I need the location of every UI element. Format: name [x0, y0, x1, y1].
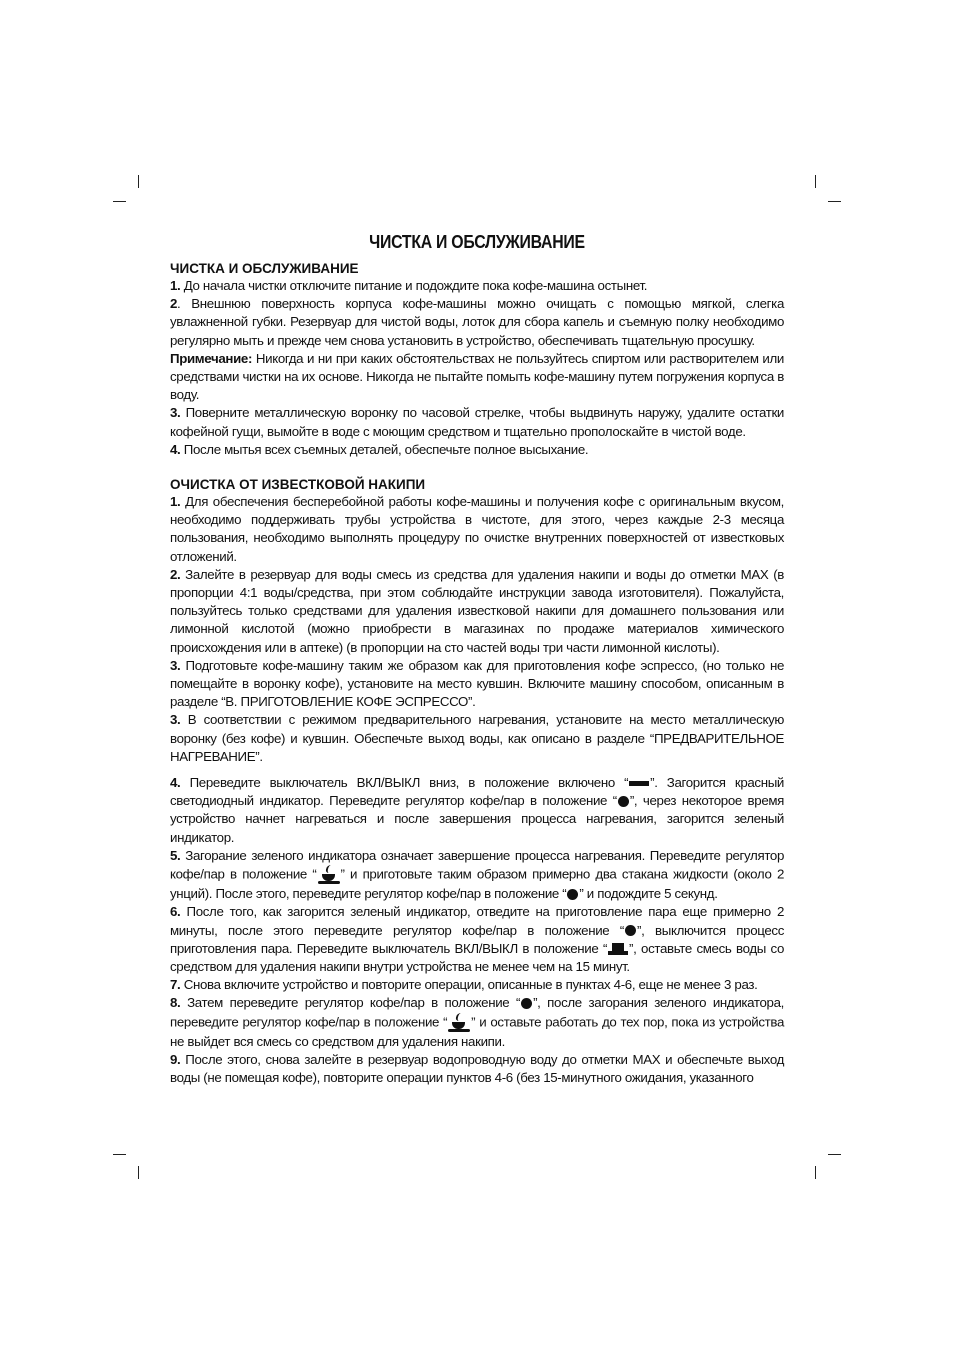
paragraph: 1. Для обеспечения бесперебойной работы кофе-машины и получения кофе с оригинальным вкусом, необходимо поддерживать трубы устройства в чистоте, для этого, через каждые 2-3 месяца пользования, необходимо выполнять процедуру по очистке внутренних поверхностей от известковых отложений. — [170, 494, 784, 564]
paragraph: 3. Поверните металлическую воронку по часовой стрелке, чтобы выдвинуть наружу, удалите остатки кофейной гущи, вымойте в воде с моющим средством и тщательно прополоскайте в чистой воде. — [170, 405, 784, 439]
dot-position-icon — [567, 889, 578, 900]
dot-position-icon — [521, 998, 532, 1009]
crop-mark — [138, 1166, 139, 1179]
switch-on-icon — [629, 781, 649, 786]
dot-position-icon — [625, 925, 636, 936]
paragraph: 4. После мытья всех съемных деталей, обеспечьте полное высыхание. — [170, 441, 589, 457]
paragraph: 7. Снова включите устройство и повторите операции, описанные в пунктах 4-6, еще не менее 3 раз. — [170, 977, 758, 993]
steam-cup-icon — [448, 1013, 470, 1033]
steam-cup-icon — [318, 865, 340, 885]
paragraph: 3. Подготовьте кофе-машину таким же образом как для приготовления кофе эспрессо, (но только не помещайте в воронку кофе), установите на место кувшин. Включите машину способом, описанным в разделе “B. ПРИГОТОВЛЕНИЕ КОФЕ ЭСПРЕССО”. — [170, 657, 784, 710]
section-heading-cleaning: ЧИСТКА И ОБСЛУЖИВАНИЕ — [170, 261, 359, 276]
dot-position-icon — [618, 796, 629, 807]
switch-off-icon — [608, 943, 628, 955]
paragraph: 4. Переведите выключатель ВКЛ/ВЫКЛ вниз, в положение включено “ ”. Загорится красный светодиодный индикатор. Переведите регулятор кофе/пар в положение “ ”, через некоторое время устройство начнет нагреваться и после завершения процесса нагревания, загорится зеленый индикатор. — [170, 775, 785, 845]
crop-mark — [815, 1166, 816, 1179]
crop-mark — [828, 201, 841, 202]
crop-mark — [828, 1154, 841, 1155]
crop-mark — [815, 175, 816, 188]
crop-mark — [113, 201, 126, 202]
crop-mark — [113, 1154, 126, 1155]
paragraph: 3. В соответствии с режимом предварительного нагревания, установите на место металлическую воронку (без кофе) и кувшин. Обеспечьте выход воды, как описано в разделе “ПРЕДВАРИТЕЛЬНОЕ НАГРЕВАНИЕ”. — [170, 712, 784, 764]
section-heading-descaling: ОЧИСТКА ОТ ИЗВЕСТКОВОЙ НАКИПИ — [170, 477, 426, 493]
paragraph: 2. Внешнюю поверхность корпуса кофе-машины можно очищать с помощью мягкой, слегка увлажненной губки. Резервуар для чистой воды, лоток для сбора капель и съемную полку необходимо регулярно мыть и прежде чем снова установить в устройство, обеспечивать тщательную просушку. — [170, 296, 784, 348]
page-title: ЧИСТКА И ОБСЛУЖИВАНИЕ — [369, 232, 585, 252]
note-paragraph: Примечание: Никогда и ни при каких обстоятельствах не пользуйтесь спиртом или растворителем или средствами чистки на их основе. Никогда не пытайте помыть кофе-машину путем погружения корпуса в воду. — [170, 350, 784, 403]
paragraph: 2. Залейте в резервуар для воды смесь из средства для удаления накипи и воды до отметки MAX (в пропорции 4:1 воды/средства, при этом соблюдайте инструкции завода изготовителя). Пожалуйста, пользуйтесь только средствами для удаления известковой накипи для домашнего пользования или лимонной кислотой (можно приобрести в магазинах по продаже материалов химического происхождения или в аптеке) (в пропорции на сто частей воды три части лимонной кислоты). — [170, 566, 784, 655]
paragraph: 9. После этого, снова залейте в резервуар водопроводную воду до отметки MAX и обеспечьте выход воды (не помещая кофе), повторите операции пунктов 4-6 (без 15-минутного ожидания, указанного — [170, 1051, 784, 1085]
paragraph: 6. После того, как загорится зеленый индикатор, отведите на приготовление пара еще примерно 2 минуты, после этого переведите регулятор кофе/пар в положение “ ”, выключится процесс приготовления пара. Переведите выключатель ВКЛ/ВЫКЛ в положение “ ”, оставьте смесь воды со средством для удаления накипи внутри устройства не менее чем на 15 минут. — [170, 904, 785, 974]
paragraph: 8. Затем переведите регулятор кофе/пар в положение “ ”, после загорания зеленого индикатора, переведите регулятор кофе/пар в положение “ ” и оставьте работать до тех пор, пока из устройства не выйдет вся смесь со средством для удаления накипи. — [170, 995, 784, 1049]
document-body — [170, 232, 784, 1087]
paragraph: 5. Загорание зеленого индикатора означает завершение процесса нагревания. Переведите регулятор кофе/пар в положение “ ” и приготовьте таким образом примерно два стакана жидкости (около 2 унций). После этого, переведите регулятор кофе/пар в положение “ ” и подождите 5 секунд. — [170, 847, 784, 902]
paragraph: 1. До начала чистки отключите питание и подождите пока кофе-машина остынет. — [170, 278, 648, 293]
crop-mark — [138, 175, 139, 188]
